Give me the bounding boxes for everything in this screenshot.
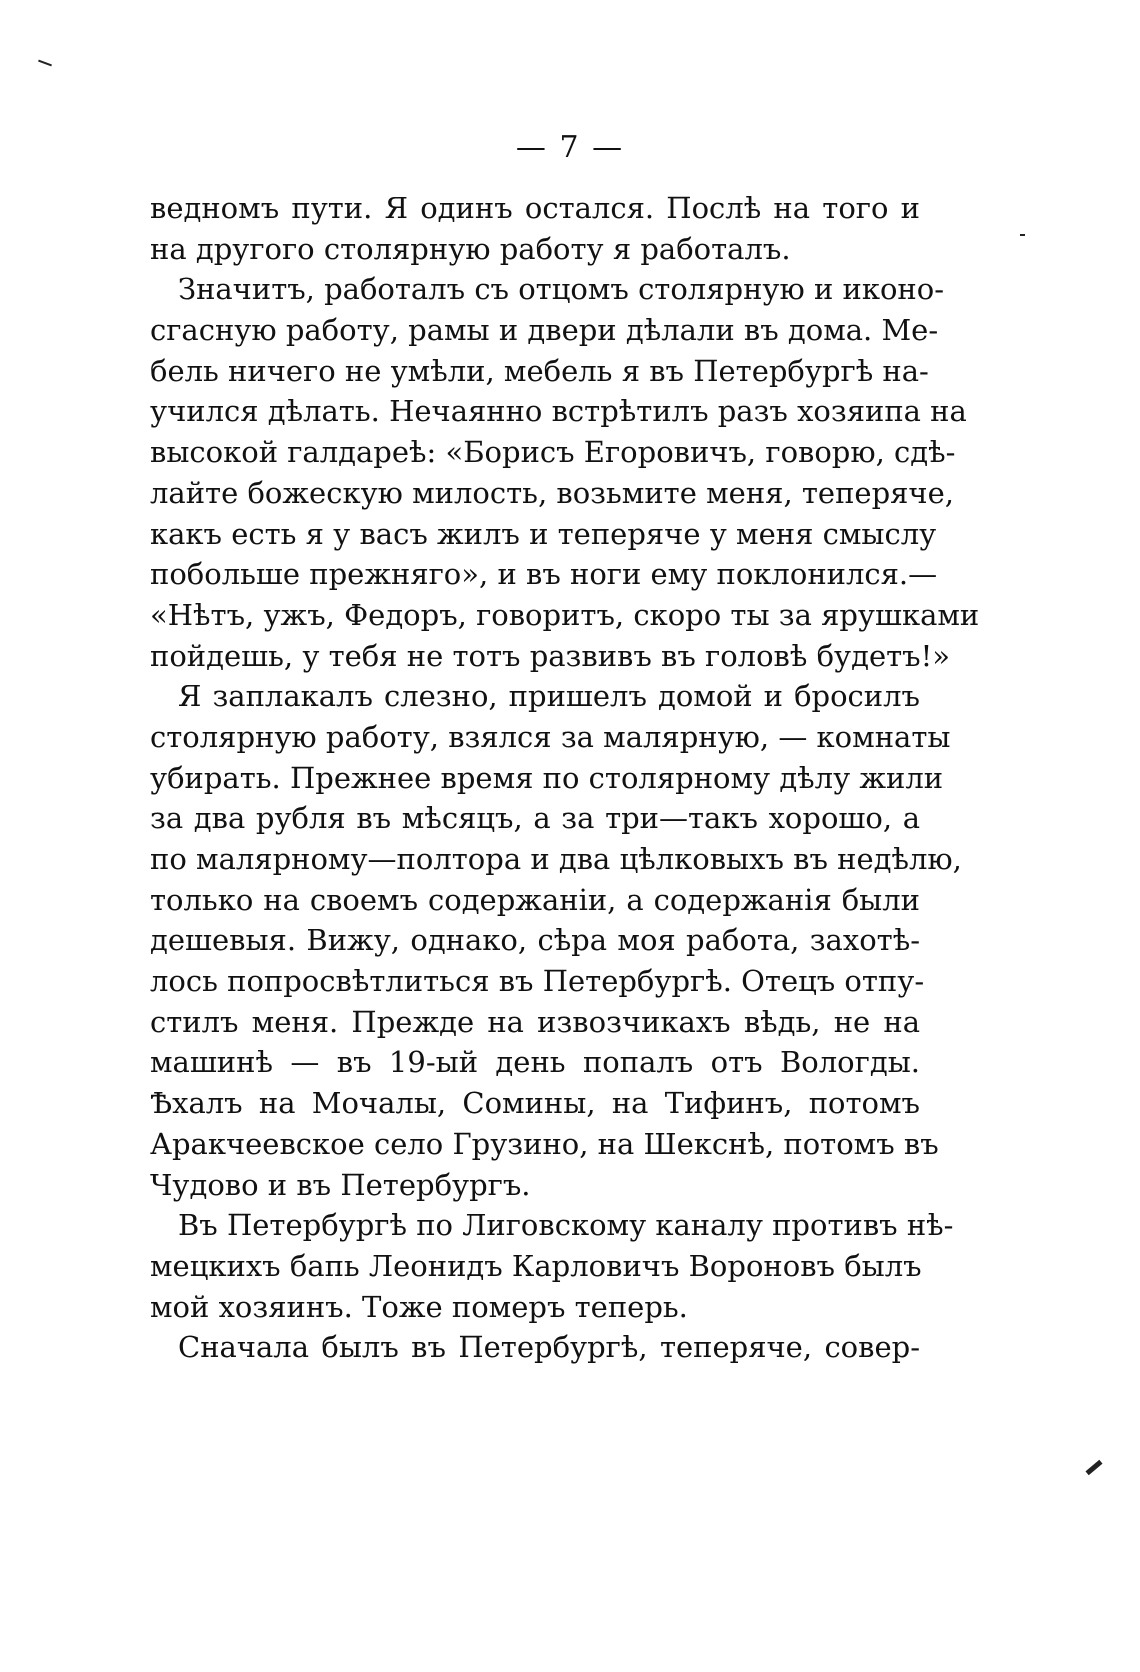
text-line: пойдешь, у тебя не тотъ развивъ въ головѣ будетъ!» [150,638,951,673]
text-line: какъ есть я у васъ жилъ и теперяче у меня смыслу [150,516,937,551]
text-line: Въ Петербургѣ по Лиговскому каналу противъ нѣ- [178,1208,954,1243]
text-line: Я заплакалъ слезно, пришелъ домой и бросилъ [178,679,920,714]
text-line: машинѣ — въ 19-ый день попалъ отъ Вологды. [150,1045,920,1080]
text-line: лайте божескую милость, возьмите меня, теперяче, [150,475,954,510]
text-line: Аракчеевское село Грузино, на Шекснѣ, потомъ въ [150,1126,939,1161]
text-line: Ѣхалъ на Мочалы, Сомины, на Тифинъ, потомъ [150,1086,920,1121]
scan-speck [1020,234,1025,236]
text-line: Чудово и въ Петербургъ. [150,1167,531,1202]
text-line: дешевыя. Вижу, однако, сѣра моя работа, захотѣ- [150,923,920,958]
text-line: ведномъ пути. Я одинъ остался. Послѣ на того и [150,191,920,225]
text-line: учился дѣлать. Нечаянно встрѣтилъ разъ хозяипа на [150,394,967,429]
scan-speck [1085,1460,1102,1475]
text-line: только на своемъ содержанiи, а содержанiя были [150,882,920,917]
text-line: Значитъ, работалъ съ отцомъ столярную и иконо- [178,272,944,307]
body-text [150,188,980,1368]
text-line: сгасную работу, рамы и двери дѣлали въ дома. Ме- [150,313,939,348]
text-line: Сначала былъ въ Петербургѣ, теперяче, совер- [178,1330,920,1365]
text-line: «Нѣтъ, ужъ, Федоръ, говоритъ, скоро ты за ярушками [150,597,980,632]
text-line: за два рубля въ мѣсяцъ, а за три—такъ хорошо, а [150,801,920,836]
text-line: стилъ меня. Прежде на извозчикахъ вѣдь, не на [150,1004,920,1039]
text-line: мой хозяинъ. Тоже померъ теперь. [150,1289,688,1324]
text-line: высокой галдареѣ: «Борисъ Егоровичъ, говорю, сдѣ- [150,435,956,470]
scan-speck [38,60,52,67]
text-line: мецкихъ бапь Леонидъ Карловичъ Вороновъ былъ [150,1248,922,1283]
page-number: — 7 — [515,130,625,165]
text-line: на другого столярную работу я работалъ. [150,231,791,266]
text-line: по малярному—полтора и два цѣлковыхъ въ недѣлю, [150,842,962,876]
text-line: лось попросвѣтлиться въ Петербургѣ. Отецъ отпу- [150,964,925,999]
text-line: столярную работу, взялся за малярную, — комнаты [150,719,951,754]
text-line: бель ничего не умѣли, мебель я въ Петербургѣ на- [150,353,929,388]
text-line: побольше прежняго», и въ ноги ему поклонился.— [150,557,938,592]
text-line: убирать. Прежнее время по столярному дѣлу жили [150,760,944,795]
